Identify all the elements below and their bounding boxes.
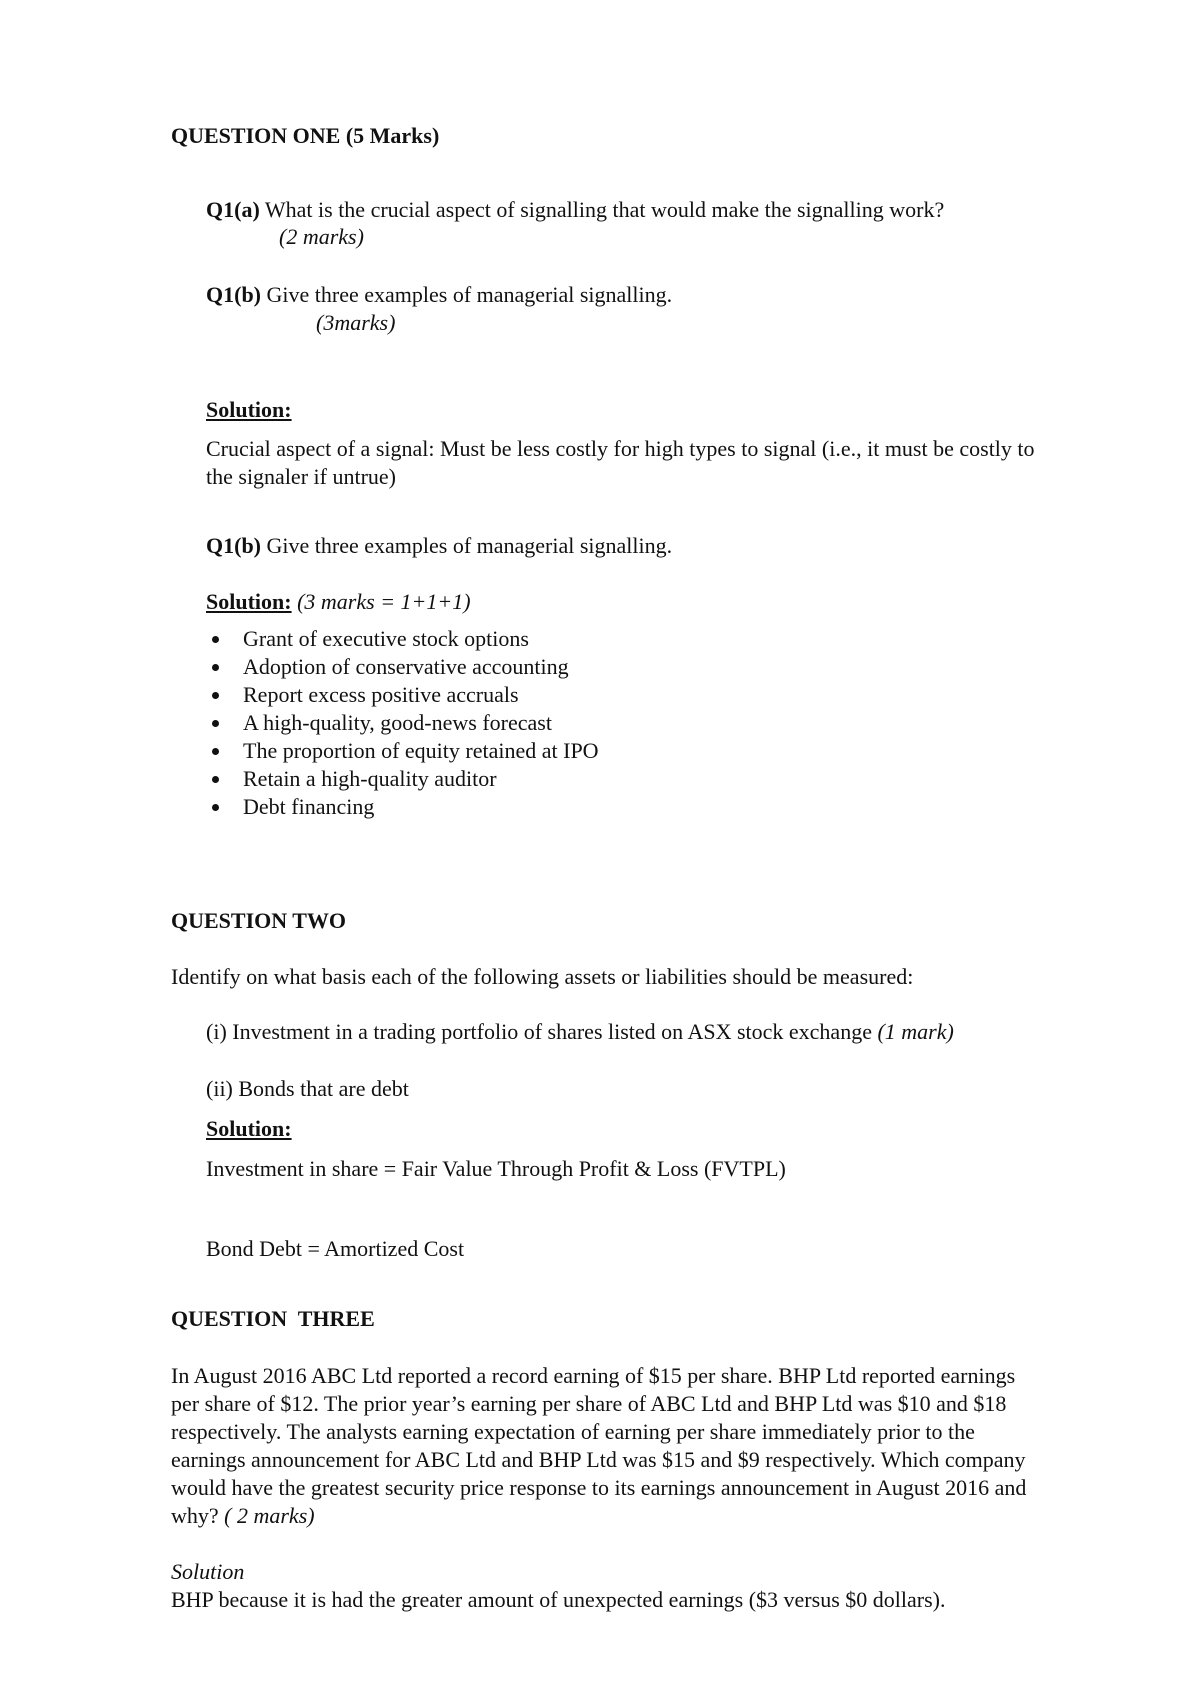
q2-intro: Identify on what basis each of the following assets or liabilities should be measured:	[171, 964, 914, 989]
q1b-label: Q1(b)	[206, 282, 261, 307]
q1b-marks: (3marks)	[316, 310, 396, 335]
list-item: A high-quality, good-news forecast	[206, 709, 599, 737]
q3-heading: QUESTION THREE	[171, 1306, 375, 1331]
q1-solution2-marks: (3 marks = 1+1+1)	[297, 589, 471, 614]
q2-solution-label: Solution:	[206, 1116, 292, 1141]
list-item: Report excess positive accruals	[206, 681, 599, 709]
q1b-line	[206, 281, 672, 309]
signalling-examples-list	[206, 625, 599, 821]
q3-body-marks: ( 2 marks)	[224, 1503, 315, 1528]
q3-solution-label: Solution	[171, 1559, 245, 1584]
list-item: Retain a high-quality auditor	[206, 765, 599, 793]
q1-solution-label: Solution:	[206, 397, 292, 422]
q2-answer-1: Investment in share = Fair Value Through Profit & Loss (FVTPL)	[206, 1156, 786, 1181]
q2-item-1-marks: (1 mark)	[877, 1019, 954, 1044]
q1a-line	[206, 196, 944, 224]
q1-solution2-line	[206, 588, 471, 616]
list-item: Adoption of conservative accounting	[206, 653, 599, 681]
q3-body	[171, 1362, 1041, 1530]
q2-item-2: (ii) Bonds that are debt	[206, 1076, 409, 1101]
q1a-marks: (2 marks)	[279, 224, 364, 249]
q1-heading: QUESTION ONE (5 Marks)	[171, 123, 440, 148]
list-item: The proportion of equity retained at IPO	[206, 737, 599, 765]
list-item: Grant of executive stock options	[206, 625, 599, 653]
q1-solution-text: Crucial aspect of a signal: Must be less costly for high types to signal (i.e., it must be costly to the signaler if untrue)	[206, 436, 1035, 489]
q1b2-label: Q1(b)	[206, 533, 261, 558]
q1a-text: What is the crucial aspect of signalling that would make the signalling work?	[264, 197, 945, 222]
q2-heading: QUESTION TWO	[171, 908, 347, 933]
q2-item-1	[206, 1018, 1040, 1046]
q3-body-text: In August 2016 ABC Ltd reported a record earning of $15 per share. BHP Ltd reported earnings per share of $12. The prior year’s earning per share of ABC Ltd and BHP Ltd was $10 and $18 respectively. The analysts earning expectation of earning per share immediately prior to the earnings announcement for ABC Ltd and BHP Ltd was $15 and $9 respectively. Which company would have the greatest security price response to its earnings announcement in August 2016 and why?	[171, 1363, 1027, 1528]
q1b-text: Give three examples of managerial signalling.	[266, 282, 673, 307]
list-item: Debt financing	[206, 793, 599, 821]
q1-solution2-label: Solution:	[206, 589, 292, 614]
q2-item-1-text: (i) Investment in a trading portfolio of shares listed on ASX stock exchange	[206, 1019, 872, 1044]
q1b2-line	[206, 532, 672, 560]
q2-answer-2: Bond Debt = Amortized Cost	[206, 1236, 465, 1261]
q3-answer: BHP because it is had the greater amount of unexpected earnings ($3 versus $0 dollars).	[171, 1587, 946, 1612]
q1b2-text: Give three examples of managerial signalling.	[266, 533, 673, 558]
q1a-label: Q1(a)	[206, 197, 260, 222]
